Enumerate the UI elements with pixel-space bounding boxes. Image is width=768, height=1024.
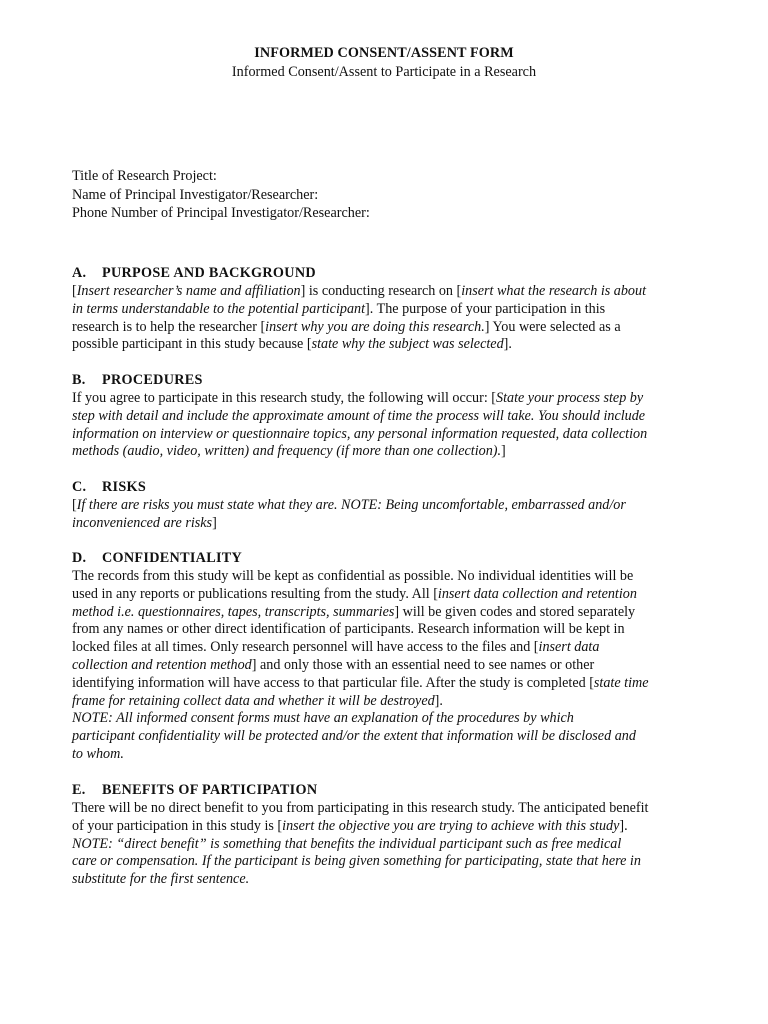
- document-subtitle: Informed Consent/Assent to Participate in a Research: [231, 64, 537, 80]
- italic-instruction-text: inconvenienced are risks: [72, 514, 213, 531]
- document-title: INFORMED CONSENT/ASSENT FORM: [254, 45, 514, 61]
- section-risks: [72, 479, 696, 533]
- text-line: [72, 568, 694, 586]
- section-title: PROCEDURES: [102, 372, 203, 388]
- text-line: [72, 746, 694, 764]
- body-text: ] will be given codes and stored separately: [394, 603, 636, 620]
- text-line: [72, 283, 694, 301]
- section-heading: [72, 265, 696, 283]
- text-line: [72, 639, 694, 657]
- body-text: of your participation in this study is [: [72, 817, 283, 834]
- section-letter: A.: [72, 265, 87, 281]
- section-body: [72, 390, 696, 461]
- body-text: The records from this study will be kept as confidential as possible. No individual identities will be: [72, 568, 634, 584]
- section-heading: [72, 550, 696, 568]
- italic-instruction-text: participant confidentiality will be protected and/or the extent that information will be disclosed and: [72, 728, 636, 745]
- italic-instruction-text: state why the subject was selected: [311, 336, 504, 353]
- text-line: [72, 657, 694, 675]
- italic-instruction-text: insert why you are doing this research.: [265, 318, 485, 335]
- italic-instruction-text: to whom.: [72, 745, 124, 762]
- body-text: ].: [434, 692, 443, 709]
- italic-instruction-text: insert what the research is about: [461, 283, 647, 299]
- body-text: used in any reports or publications resulting from the study. All [: [72, 585, 438, 602]
- field-principal-investigator: Name of Principal Investigator/Researcher:: [72, 186, 319, 203]
- body-text: possible participant in this study because [: [72, 336, 312, 353]
- section-letter: E.: [72, 782, 86, 798]
- section-letter: C.: [72, 479, 87, 495]
- italic-instruction-text: methods (audio, video, written) and frequency (if more than one collection).: [72, 443, 502, 460]
- text-line: [72, 408, 694, 426]
- text-line: [72, 515, 694, 533]
- italic-instruction-text: State your process step by: [495, 390, 644, 406]
- text-line: [72, 443, 694, 461]
- research-info-fields: [72, 168, 692, 224]
- text-line: [72, 604, 694, 622]
- italic-instruction-text: NOTE: “direct benefit” is something that benefits the individual participant such as free medical: [72, 835, 622, 852]
- body-text: [: [72, 497, 77, 513]
- section-procedures: [72, 372, 696, 461]
- body-text: ] is conducting research on [: [300, 283, 462, 299]
- body-text: ]. The purpose of your participation in this: [365, 300, 606, 317]
- text-line: [72, 853, 694, 871]
- body-text: ] and only those with an essential need to see names or other: [251, 656, 595, 673]
- section-title: BENEFITS OF PARTICIPATION: [102, 782, 318, 798]
- italic-instruction-text: state time: [593, 674, 649, 691]
- text-line: [72, 301, 694, 319]
- body-text: ]: [212, 514, 217, 531]
- section-letter: B.: [72, 372, 86, 388]
- italic-instruction-text: method i.e. questionnaires, tapes, transcripts, summaries: [72, 603, 395, 620]
- text-line: [72, 800, 694, 818]
- italic-instruction-text: step with detail and include the approximate amount of time the process will take. You should include: [72, 407, 646, 424]
- italic-instruction-text: substitute for the first sentence.: [72, 871, 250, 888]
- section-body: [72, 800, 696, 889]
- body-text: ] You were selected as a: [484, 318, 621, 335]
- body-text: from any names or other direct identification of participants. Research information will be kept in: [72, 621, 625, 638]
- body-text: research is to help the researcher [: [72, 318, 266, 335]
- italic-instruction-text: insert the objective you are trying to achieve with this study: [282, 817, 620, 834]
- text-line: [72, 710, 694, 728]
- text-line: [72, 693, 694, 711]
- body-text: ]: [501, 443, 506, 460]
- body-text: [: [72, 283, 77, 299]
- section-body: [72, 283, 696, 354]
- text-line: [72, 336, 694, 354]
- text-line: [72, 836, 694, 854]
- body-text: ].: [619, 817, 628, 834]
- text-line: [72, 621, 694, 639]
- section-body: [72, 568, 696, 764]
- italic-instruction-text: care or compensation. If the participant is being given something for participating, state that here in: [72, 853, 641, 870]
- text-line: [72, 728, 694, 746]
- italic-instruction-text: Insert researcher’s name and affiliation: [76, 283, 301, 299]
- italic-instruction-text: collection and retention method: [72, 656, 252, 673]
- section-title: CONFIDENTIALITY: [102, 550, 243, 566]
- text-line: [72, 871, 694, 889]
- italic-instruction-text: insert data collection and retention: [437, 585, 637, 602]
- text-line: [72, 390, 694, 408]
- body-text: There will be no direct benefit to you from participating in this research study. The anticipated benefit: [72, 800, 649, 816]
- section-heading: [72, 372, 696, 390]
- text-line: [72, 818, 694, 836]
- field-investigator-phone: Phone Number of Principal Investigator/Researcher:: [72, 205, 370, 221]
- section-letter: D.: [72, 550, 87, 566]
- section-heading: [72, 782, 696, 800]
- section-heading: [72, 479, 696, 497]
- section-benefits-of-participation: [72, 782, 696, 889]
- body-text: ].: [503, 336, 512, 353]
- italic-instruction-text: If there are risks you must state what they are. NOTE: Being uncomfortable, embarrassed and/or: [76, 497, 626, 513]
- body-text: If you agree to participate in this research study, the following will occur: [: [72, 390, 496, 406]
- italic-instruction-text: insert data: [538, 639, 600, 656]
- italic-instruction-text: frame for retaining collect data and whether it will be destroyed: [72, 692, 435, 709]
- section-body: [72, 497, 696, 533]
- field-research-title: Title of Research Project:: [72, 168, 217, 184]
- italic-instruction-text: information on interview or questionnaire topics, any personal information requested, data collection: [72, 425, 648, 442]
- section-purpose-and-background: [72, 265, 696, 354]
- text-line: [72, 426, 694, 444]
- section-title: RISKS: [102, 479, 147, 495]
- italic-instruction-text: NOTE: All informed consent forms must have an explanation of the procedures by which: [72, 710, 574, 727]
- body-text: locked files at all times. Only research personnel will have access to the files and [: [72, 639, 539, 656]
- italic-instruction-text: in terms understandable to the potential participant: [72, 300, 366, 317]
- text-line: [72, 675, 694, 693]
- text-line: [72, 586, 694, 604]
- body-text: identifying information will have access to that particular file. After the study is completed [: [72, 674, 594, 691]
- section-confidentiality: [72, 550, 696, 764]
- text-line: [72, 497, 694, 515]
- section-title: PURPOSE AND BACKGROUND: [102, 265, 316, 281]
- text-line: [72, 319, 694, 337]
